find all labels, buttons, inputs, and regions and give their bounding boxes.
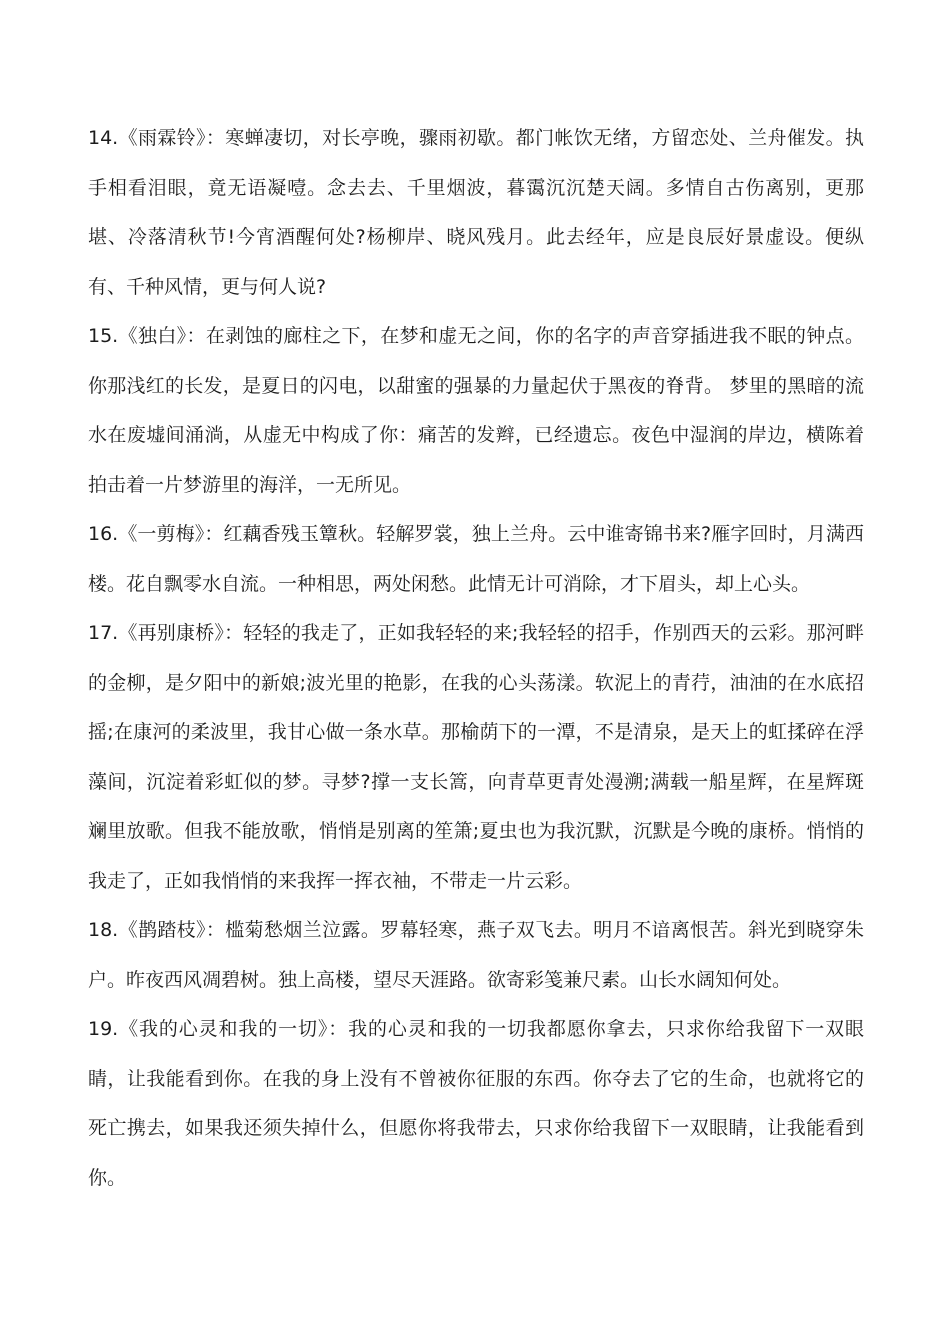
entry-title: 《雨霖铃》 bbox=[118, 127, 206, 149]
entry-text: 槛菊愁烟兰泣露。罗幕轻寒，燕子双飞去。明月不谙离恨苦。斜光到晓穿朱户。昨夜西风凋碧树。独上高楼，望尽天涯路。欲寄彩笺兼尺素。山长水阔知何处。 bbox=[88, 919, 864, 991]
entry-number: 18. bbox=[88, 919, 119, 941]
entry-separator: ： bbox=[328, 1018, 349, 1040]
entry-number: 15. bbox=[88, 325, 119, 347]
document-body bbox=[88, 114, 864, 1203]
entry-title: 《我的心灵和我的一切》 bbox=[118, 1018, 329, 1040]
entry-number: 19. bbox=[88, 1018, 119, 1040]
entry-text: 轻轻的我走了，正如我轻轻的来;我轻轻的招手，作别西天的云彩。那河畔的金柳，是夕阳中的新娘;波光里的艳影，在我的心头荡漾。软泥上的青荇，油油的在水底招摇;在康河的柔波里，我甘心做一条水草。那榆荫下的一潭，不是清泉，是天上的虹揉碎在浮藻间，沉淀着彩虹似的梦。寻梦?撑一支长篙，向青草更青处漫溯;满载一船星辉，在星辉斑斓里放歌。但我不能放歌，悄悄是别离的笙箫;夏虫也为我沉默，沉默是今晚的康桥。悄悄的我走了，正如我悄悄的来我挥一挥衣袖，不带走一片云彩。 bbox=[88, 622, 864, 892]
entry-separator: ： bbox=[205, 919, 226, 941]
entry-number: 14. bbox=[88, 127, 119, 149]
entry-number: 16. bbox=[88, 523, 119, 545]
entry-text: 在剥蚀的廊柱之下，在梦和虚无之间，你的名字的声音穿插进我不眠的钟点。你那浅红的长发，是夏日的闪电，以甜蜜的强暴的力量起伏于黑夜的脊背。 梦里的黑暗的流水在废墟间涌淌，从虚无中构成了你：痛苦的发辫，已经遗忘。夜色中湿润的岸边，横陈着拍击着一片梦游里的海洋，一无所见。 bbox=[88, 325, 864, 496]
entry-title: 《一剪梅》 bbox=[118, 523, 205, 545]
entry-number: 17. bbox=[88, 622, 119, 644]
entry-17 bbox=[88, 609, 864, 906]
entry-15 bbox=[88, 312, 864, 510]
entry-text: 红藕香残玉簟秋。轻解罗裳，独上兰舟。云中谁寄锦书来?雁字回时，月满西楼。花自飘零水自流。一种相思，两处闲愁。此情无计可消除，才下眉头，却上心头。 bbox=[88, 523, 864, 595]
entry-14 bbox=[88, 114, 864, 312]
entry-18 bbox=[88, 906, 864, 1005]
entry-title: 《独白》 bbox=[118, 325, 187, 347]
entry-16 bbox=[88, 510, 864, 609]
entry-separator: ： bbox=[186, 325, 206, 347]
entry-text: 寒蝉凄切，对长亭晚，骤雨初歇。都门帐饮无绪，方留恋处、兰舟催发。执手相看泪眼，竟无语凝噎。念去去、千里烟波，暮霭沉沉楚天阔。多情自古伤离别，更那堪、冷落清秋节!今宵酒醒何处?杨柳岸、晓风残月。此去经年，应是良辰好景虚设。便纵有、千种风情，更与何人说? bbox=[88, 127, 864, 298]
entry-text: 我的心灵和我的一切我都愿你拿去，只求你给我留下一双眼睛，让我能看到你。在我的身上没有不曾被你征服的东西。你夺去了它的生命，也就将它的死亡携去，如果我还须失掉什么，但愿你将我带去，只求你给我留下一双眼睛，让我能看到你。 bbox=[88, 1018, 864, 1189]
entry-title: 《鹊踏枝》 bbox=[118, 919, 206, 941]
entry-separator: ： bbox=[205, 127, 226, 149]
entry-separator: ： bbox=[204, 523, 224, 545]
entry-title: 《再别康桥》 bbox=[118, 622, 225, 644]
entry-separator: ： bbox=[224, 622, 244, 644]
entry-19 bbox=[88, 1005, 864, 1203]
